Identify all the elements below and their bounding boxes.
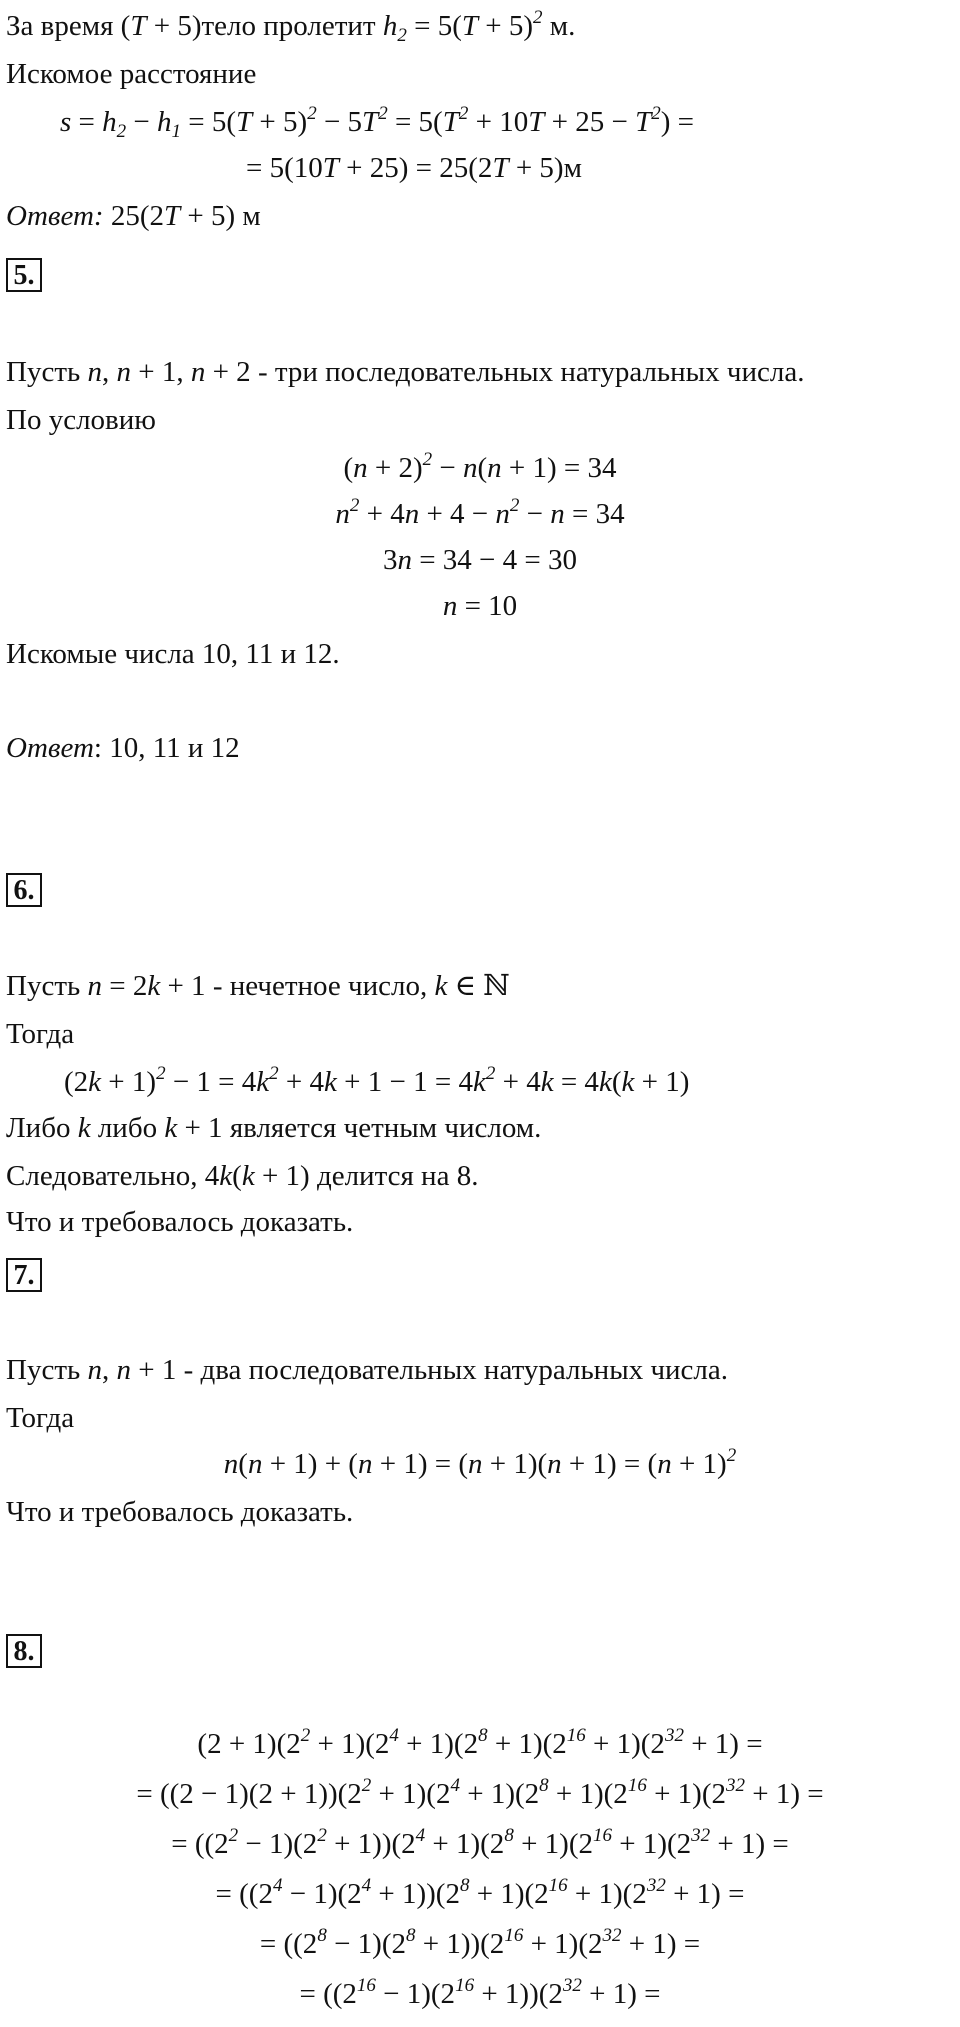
text-line: Тогда — [6, 1402, 75, 1434]
equation-line: $(2k + 1)^2 - 1 = 4k^2 + 4k + 1 - 1 = 4k^2 + 4k = 4k(k + 1)$ — [64, 1063, 690, 1098]
equation-line: $(2 + 1)(2^2 + 1)(2^4 + 1)(2^8 + 1)(2^{16} + 1)(2^{32} + 1)$ = — [197, 1725, 763, 1760]
equation-line: = $((2^2 - 1)(2^2 + 1))(2^4 + 1)(2^8 + 1)(2^{16} + 1)(2^{32} + 1)$ = — [171, 1825, 789, 1860]
text-line: Тогда — [6, 1018, 75, 1050]
text-line: Что и требовалось доказать. — [6, 1496, 354, 1528]
equation-line: n = 10 — [442, 590, 518, 622]
equation-line: = $((2^8 - 1)(2^8 + 1))(2^{16} + 1)(2^{32} + 1)$ = — [259, 1925, 701, 1960]
equation-line: 3n = 34 − 4 = 30 — [382, 544, 578, 576]
equation-line: $(n + 2)^2 - n(n + 1) = 34$ — [343, 449, 617, 484]
equation-line: = 5(10T + 25) = 25(2T + 5)м — [246, 152, 582, 184]
problem-number-box: 6. — [6, 873, 42, 907]
answer-line: Ответ: 25(2T + 5) м — [6, 200, 261, 232]
text-line: Искомое расстояние — [6, 58, 257, 90]
problem-number-box: 5. — [6, 258, 42, 292]
text-line: Пусть n = 2k + 1 - нечетное число, k ∈ ℕ — [6, 970, 510, 1002]
equation-line: = $((2 - 1)(2 + 1))(2^2 + 1)(2^4 + 1)(2^8 + 1)(2^{16} + 1)(2^{32} + 1)$ = — [136, 1775, 824, 1810]
equation-line: = $((2^{16} - 1)(2^{16} + 1))(2^{32} + 1)$ = — [299, 1975, 661, 2010]
equation-line: = $((2^4 - 1)(2^4 + 1))(2^8 + 1)(2^{16} + 1)(2^{32} + 1)$ = — [215, 1875, 745, 1910]
text-line: Либо k либо k + 1 является четным числом. — [6, 1112, 542, 1144]
problem-number-box: 8. — [6, 1634, 42, 1668]
text-line: За время (T + 5)тело пролетит $h_2 = 5(T + 5)^2$ м. — [6, 7, 576, 46]
answer-line: Ответ: 10, 11 и 12 — [6, 732, 240, 764]
equation-line: $s = h_2 - h_1 = 5(T + 5)^2 - 5T^2 = 5(T^2 + 10T + 25 - T^2)$ = — [60, 103, 694, 142]
text-line: Пусть n, n + 1 - два последовательных натуральных числа. — [6, 1354, 729, 1386]
text-line: Искомые числа 10, 11 и 12. — [6, 638, 340, 670]
text-line: Пусть n, n + 1, n + 2 - три последовательных натуральных числа. — [6, 356, 805, 388]
text-line: По условию — [6, 404, 156, 436]
text-line: Следовательно, 4k(k + 1) делится на 8. — [6, 1160, 479, 1192]
problem-number-box: 7. — [6, 1258, 42, 1292]
equation-line: $n^2 + 4n + 4 - n^2 - n = 34$ — [335, 495, 625, 530]
equation-line: $n(n + 1) + (n + 1) = (n + 1)(n + 1) = (n + 1)^2$ — [223, 1445, 737, 1480]
text-line: Что и требовалось доказать. — [6, 1206, 354, 1238]
